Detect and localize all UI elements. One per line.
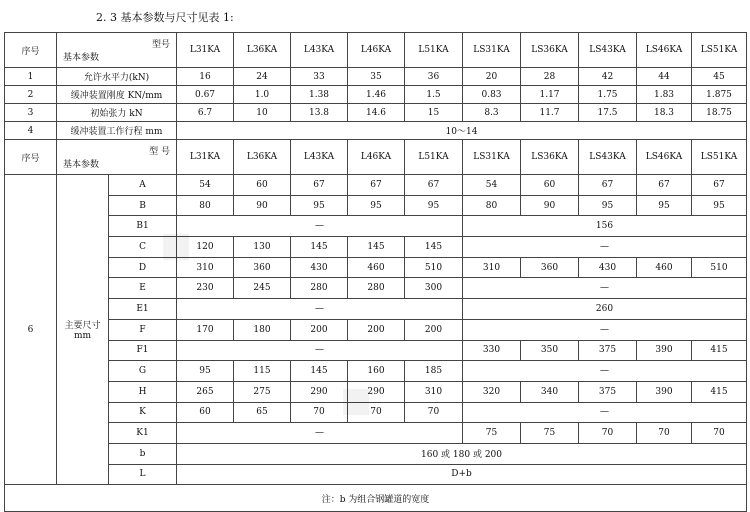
value-cell: 415 [692,381,747,402]
merged-value-cell: D+b [177,464,747,485]
dimension-group-label [57,175,109,485]
table-row [5,381,747,402]
value-cell: 145 [291,361,348,382]
dimension-label: E1 [109,299,177,320]
value-cell: 54 [463,175,521,196]
model-caption: 型号 [152,40,171,50]
model-header-ls43ka: LS43KA [579,140,637,175]
table-row [5,122,747,140]
model-header-l51ka: L51KA [405,33,463,68]
table-row [5,402,747,423]
value-cell: 200 [405,319,463,340]
value-cell: 265 [177,381,234,402]
value-cell: 145 [348,237,405,258]
value-cell: 1.38 [291,86,348,104]
value-cell: 28 [521,68,579,86]
value-cell: 390 [637,381,692,402]
model-header-ls46ka: LS46KA [637,140,692,175]
table-row [5,299,747,320]
value-cell: 90 [521,195,579,216]
model-header-ls36ka: LS36KA [521,140,579,175]
value-cell: 430 [579,257,637,278]
value-cell: 67 [291,175,348,196]
value-cell: 280 [348,278,405,299]
table-row [5,140,747,175]
table-row [5,485,747,512]
dimension-label: F [109,319,177,340]
table-row [5,104,747,122]
value-cell: 290 [291,381,348,402]
value-cell: 145 [291,237,348,258]
value-cell: 8.3 [463,104,521,122]
model-header-l46ka: L46KA [348,140,405,175]
param-name-cell: 缓冲装置刚度 KN/mm [57,86,177,104]
dimension-label: b [109,443,177,464]
table-row [5,86,747,104]
value-cell: 200 [348,319,405,340]
section-heading: 2. 3 基本参数与尺寸见表 1: [96,11,234,24]
value-cell: 510 [692,257,747,278]
table-row [5,68,747,86]
watermark-right: ■ [340,380,373,420]
value-cell: 95 [405,195,463,216]
seq-header: 序号 [5,140,57,175]
value-cell: 67 [348,175,405,196]
dimension-label: F1 [109,340,177,361]
table-row [5,175,747,196]
model-header-l43ka: L43KA [291,140,348,175]
table-row [5,195,747,216]
value-cell: 90 [234,195,291,216]
value-cell: 1.83 [637,86,692,104]
table-row [5,443,747,464]
value-cell: 95 [291,195,348,216]
value-cell: 375 [579,340,637,361]
value-cell: 60 [177,402,234,423]
value-cell: 75 [521,423,579,444]
dimension-label: K1 [109,423,177,444]
dimension-label: C [109,237,177,258]
value-cell: 6.7 [177,104,234,122]
value-cell: 340 [521,381,579,402]
seq-cell: 1 [5,68,57,86]
value-cell: 390 [637,340,692,361]
model-header-l51ka: L51KA [405,140,463,175]
value-cell: 70 [348,402,405,423]
value-cell: 0.67 [177,86,234,104]
value-cell: 95 [348,195,405,216]
param-name-cell: 缓冲装置工作行程 mm [57,122,177,140]
seq-cell: 3 [5,104,57,122]
model-header-ls43ka: LS43KA [579,33,637,68]
param-caption: 基本参数 [63,160,100,170]
table-note: 注：b 为组合钢罐道的宽度 [5,485,747,512]
value-cell: 375 [579,381,637,402]
value-cell: 36 [405,68,463,86]
value-cell: 185 [405,361,463,382]
param-model-header [57,33,177,68]
merged-value-cell: — [177,340,463,361]
value-cell: 70 [579,423,637,444]
merged-value-cell: — [177,216,463,237]
value-cell: 120 [177,237,234,258]
value-cell: 70 [291,402,348,423]
value-cell: 95 [692,195,747,216]
value-cell: 280 [291,278,348,299]
value-cell: 160 [348,361,405,382]
value-cell: 170 [177,319,234,340]
table-row [5,340,747,361]
param-name-cell: 初始张力 kN [57,104,177,122]
value-cell: 60 [521,175,579,196]
value-cell: 11.7 [521,104,579,122]
dimension-label: B [109,195,177,216]
value-cell: 33 [291,68,348,86]
merged-value-cell: 156 [463,216,747,237]
value-cell: 16 [177,68,234,86]
model-header-ls51ka: LS51KA [692,33,747,68]
table-row [5,216,747,237]
value-cell: 275 [234,381,291,402]
dimension-label: G [109,361,177,382]
model-header-ls31ka: LS31KA [463,33,521,68]
value-cell: 245 [234,278,291,299]
param-name-cell: 允许水平力(kN) [57,68,177,86]
value-cell: 14.6 [348,104,405,122]
value-cell: 45 [692,68,747,86]
value-cell: 350 [521,340,579,361]
value-cell: 15 [405,104,463,122]
table-row [5,237,747,258]
group-label-line2: mm [73,331,92,342]
table-row [5,423,747,444]
dimension-label: B1 [109,216,177,237]
param-model-header [57,140,177,175]
value-cell: 54 [177,175,234,196]
value-cell: 18.75 [692,104,747,122]
value-cell: 180 [234,319,291,340]
value-cell: 460 [637,257,692,278]
value-cell: 1.0 [234,86,291,104]
value-cell: 415 [692,340,747,361]
table-row [5,464,747,485]
value-cell: 310 [177,257,234,278]
value-cell: 310 [405,381,463,402]
dimension-label: L [109,464,177,485]
value-cell: 130 [234,237,291,258]
seq-cell: 6 [5,175,57,485]
seq-header: 序号 [5,33,57,68]
value-cell: 70 [405,402,463,423]
merged-value-cell: — [463,278,747,299]
value-cell: 17.5 [579,104,637,122]
model-header-ls36ka: LS36KA [521,33,579,68]
value-cell: 35 [348,68,405,86]
merged-value-cell: — [463,402,747,423]
value-cell: 145 [405,237,463,258]
value-cell: 330 [463,340,521,361]
value-cell: 44 [637,68,692,86]
value-cell: 75 [463,423,521,444]
param-caption: 基本参数 [63,53,100,63]
value-cell: 360 [234,257,291,278]
value-cell: 300 [405,278,463,299]
value-cell: 10 [234,104,291,122]
merged-value-cell: 260 [463,299,747,320]
dimension-label: K [109,402,177,423]
value-cell: 1.875 [692,86,747,104]
watermark-left: ■ [160,225,193,265]
value-cell: 200 [291,319,348,340]
merged-value-cell: — [463,361,747,382]
merged-value-cell: 160 或 180 或 200 [177,443,747,464]
model-header-ls46ka: LS46KA [637,33,692,68]
merged-value-cell: — [463,237,747,258]
value-cell: 70 [692,423,747,444]
dimension-label: H [109,381,177,402]
value-cell: 13.8 [291,104,348,122]
value-cell: 430 [291,257,348,278]
model-header-l36ka: L36KA [234,140,291,175]
merged-value-cell: — [463,319,747,340]
value-cell: 1.46 [348,86,405,104]
table-row [5,33,747,68]
value-cell: 42 [579,68,637,86]
value-cell: 67 [692,175,747,196]
merged-value-cell: — [177,423,463,444]
group-label-line1: 主要尺寸 [64,321,101,332]
value-cell: 290 [348,381,405,402]
value-cell: 70 [637,423,692,444]
value-cell: 0.83 [463,86,521,104]
value-cell: 20 [463,68,521,86]
value-cell: 230 [177,278,234,299]
value-cell: 80 [463,195,521,216]
seq-cell: 4 [5,122,57,140]
value-cell: 460 [348,257,405,278]
value-cell: 60 [234,175,291,196]
value-cell: 1.5 [405,86,463,104]
table-row [5,319,747,340]
value-cell: 95 [637,195,692,216]
dimension-label: D [109,257,177,278]
model-header-l46ka: L46KA [348,33,405,68]
model-header-l43ka: L43KA [291,33,348,68]
value-cell: 1.75 [579,86,637,104]
table-row [5,257,747,278]
seq-cell: 2 [5,86,57,104]
model-header-l36ka: L36KA [234,33,291,68]
merged-value-cell: 10～14 [177,122,747,140]
value-cell: 360 [521,257,579,278]
value-cell: 1.17 [521,86,579,104]
model-caption: 型 号 [149,147,171,157]
value-cell: 320 [463,381,521,402]
table-row [5,278,747,299]
value-cell: 65 [234,402,291,423]
value-cell: 67 [405,175,463,196]
merged-value-cell: — [177,299,463,320]
value-cell: 80 [177,195,234,216]
dimension-label: A [109,175,177,196]
parameter-table [4,32,747,512]
model-header-ls31ka: LS31KA [463,140,521,175]
value-cell: 95 [579,195,637,216]
value-cell: 18.3 [637,104,692,122]
value-cell: 24 [234,68,291,86]
dimension-label: E [109,278,177,299]
model-header-l31ka: L31KA [177,140,234,175]
value-cell: 67 [579,175,637,196]
model-header-l31ka: L31KA [177,33,234,68]
table-row [5,361,747,382]
value-cell: 95 [177,361,234,382]
value-cell: 510 [405,257,463,278]
value-cell: 67 [637,175,692,196]
value-cell: 310 [463,257,521,278]
model-header-ls51ka: LS51KA [692,140,747,175]
value-cell: 115 [234,361,291,382]
